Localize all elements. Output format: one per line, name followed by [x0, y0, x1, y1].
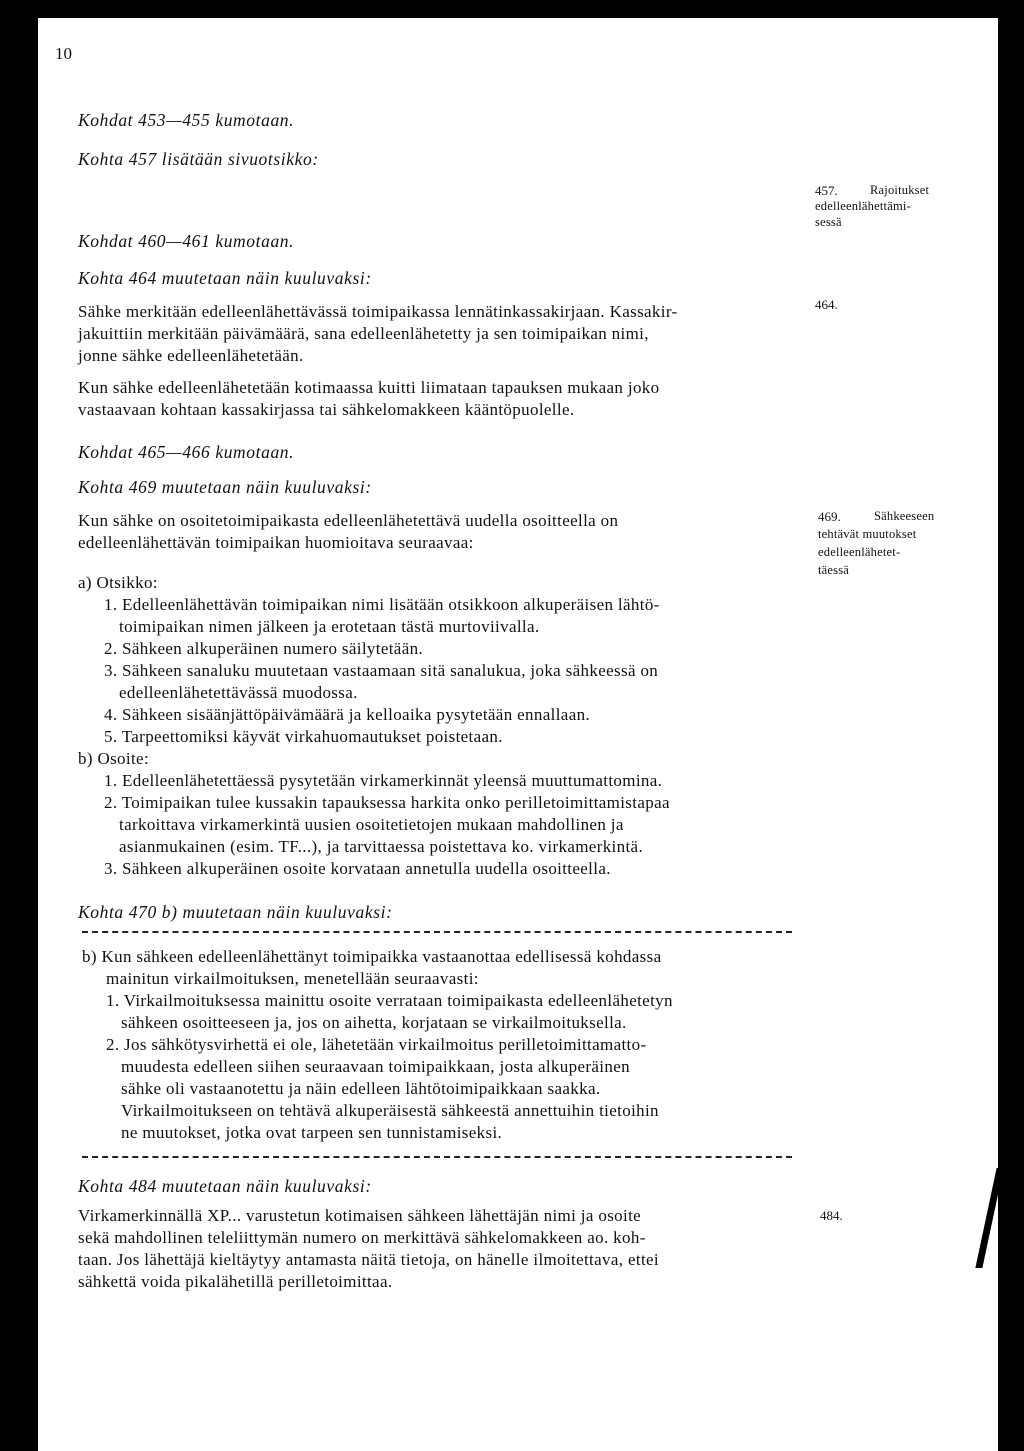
page-number: 10 — [55, 44, 72, 63]
text-line: sekä mahdollinen teleliittymän numero on merkittävä sähkelomakkeen ao. koh- — [78, 1228, 646, 1247]
margin-464-number: 464. — [815, 297, 838, 312]
margin-469-line: Sähkeeseen — [874, 509, 935, 523]
heading-469: Kohta 469 muutetaan näin kuuluvaksi: — [78, 477, 372, 497]
text-line: mainitun virkailmoituksen, menetellään seuraavasti: — [106, 969, 479, 988]
heading-484: Kohta 484 muutetaan näin kuuluvaksi: — [78, 1176, 372, 1196]
margin-469-line: edelleenlähetet- — [818, 545, 901, 559]
list-item: ne muutokset, jotka ovat tarpeen sen tunnistamiseksi. — [121, 1123, 503, 1142]
list-item: toimipaikan nimen jälkeen ja erotetaan tästä murtoviivalla. — [119, 617, 540, 636]
dashed-divider — [82, 931, 792, 933]
list-item: 3. Sähkeen sanaluku muutetaan vastaamaan sitä sanalukua, joka sähkeessä on — [104, 661, 659, 680]
list-item: tarkoittava virkamerkintä uusien osoitetietojen mukaan mahdollinen ja — [119, 815, 624, 834]
list-label: a) Otsikko: — [78, 573, 158, 592]
list-item: 1. Virkailmoituksessa mainittu osoite verrataan toimipaikasta edelleenlähetetyn — [106, 991, 673, 1010]
heading-453-455: Kohdat 453—455 kumotaan. — [78, 110, 295, 130]
margin-469-line: tehtävät muutokset — [818, 527, 917, 541]
heading-460-461: Kohdat 460—461 kumotaan. — [78, 231, 295, 251]
scan-artifact-mark — [975, 1168, 998, 1268]
heading-470b: Kohta 470 b) muutetaan näin kuuluvaksi: — [78, 902, 393, 922]
margin-469-number: 469. — [818, 509, 841, 524]
margin-484-number: 484. — [820, 1208, 843, 1223]
list-item: 4. Sähkeen sisäänjättöpäivämäärä ja kelloaika pysytetään ennallaan. — [104, 705, 591, 724]
text-line: jakuittiin merkitään päivämäärä, sana edelleenlähetetty ja sen toimipaikan nimi, — [78, 324, 649, 343]
text-line: vastaavaan kohtaan kassakirjassa tai sähkelomakkeen kääntöpuolelle. — [78, 400, 575, 419]
list-item: 3. Sähkeen alkuperäinen osoite korvataan annetulla uudella osoitteella. — [104, 859, 611, 878]
text-line: Kun sähke edelleenlähetetään kotimaassa kuitti liimataan tapauksen mukaan joko — [78, 378, 660, 397]
list-item: 1. Edelleenlähetettäessä pysytetään virkamerkinnät yleensä muuttumattomina. — [104, 771, 663, 790]
list-item: 1. Edelleenlähettävän toimipaikan nimi lisätään otsikkoon alkuperäisen lähtö- — [104, 595, 660, 614]
text-line: Sähke merkitään edelleenlähettävässä toimipaikassa lennätinkassakirjaan. Kassakir- — [78, 302, 678, 321]
list-item: Virkailmoitukseen on tehtävä alkuperäisestä sähkeestä annettuihin tietoihin — [121, 1101, 659, 1120]
list-item: sähkeen osoitteeseen ja, jos on aihetta, korjataan se virkailmoituksella. — [121, 1013, 627, 1032]
margin-457-line: Rajoitukset — [870, 183, 930, 197]
text-line: taan. Jos lähettäjä kieltäytyy antamasta näitä tietoja, on hänelle ilmoitettava, ettei — [78, 1250, 659, 1269]
list-label: b) Osoite: — [78, 749, 150, 768]
text-line: Kun sähke on osoitetoimipaikasta edelleenlähetettävä uudella osoitteella on — [78, 511, 619, 530]
heading-465-466: Kohdat 465—466 kumotaan. — [78, 442, 295, 462]
text-line: jonne sähke edelleenlähetetään. — [78, 346, 304, 365]
margin-457-line: sessä — [815, 215, 842, 229]
list-item: 2. Sähkeen alkuperäinen numero säilytetään. — [104, 639, 424, 658]
list-item: muudesta edelleen siihen seuraavaan toimipaikkaan, josta alkuperäinen — [121, 1057, 630, 1076]
margin-457-line: edelleenlähettämi- — [815, 199, 911, 213]
document-page — [38, 18, 998, 1451]
list-item: 2. Jos sähkötysvirhettä ei ole, lähetetään virkailmoitus perilletoimittamatto- — [106, 1035, 647, 1054]
list-item: sähke oli vastaanotettu ja näin edelleen lähtötoimipaikkaan saakka. — [121, 1079, 601, 1098]
text-line: b) Kun sähkeen edelleenlähettänyt toimipaikka vastaanottaa edellisessä kohdassa — [82, 947, 662, 966]
dashed-divider — [82, 1156, 792, 1158]
list-item: 5. Tarpeettomiksi käyvät virkahuomautukset poistetaan. — [104, 727, 503, 746]
list-item: asianmukainen (esim. TF...), ja tarvittaessa poistettava ko. virkamerkintä. — [119, 837, 644, 856]
text-line: Virkamerkinnällä XP... varustetun kotimaisen sähkeen lähettäjän nimi ja osoite — [78, 1206, 642, 1225]
heading-457: Kohta 457 lisätään sivuotsikko: — [78, 149, 319, 169]
text-line: sähkettä voida pikalähetillä perilletoimittaa. — [78, 1272, 393, 1291]
margin-469-line: täessä — [818, 563, 850, 577]
list-item: 2. Toimipaikan tulee kussakin tapauksessa harkita onko perilletoimittamistapaa — [104, 793, 670, 812]
heading-464: Kohta 464 muutetaan näin kuuluvaksi: — [78, 268, 372, 288]
margin-457-number: 457. — [815, 183, 838, 198]
scan-edge-bar — [998, 18, 1006, 1451]
list-item: edelleenlähetettävässä muodossa. — [119, 683, 358, 702]
text-line: edelleenlähettävän toimipaikan huomioitava seuraavaa: — [78, 533, 474, 552]
